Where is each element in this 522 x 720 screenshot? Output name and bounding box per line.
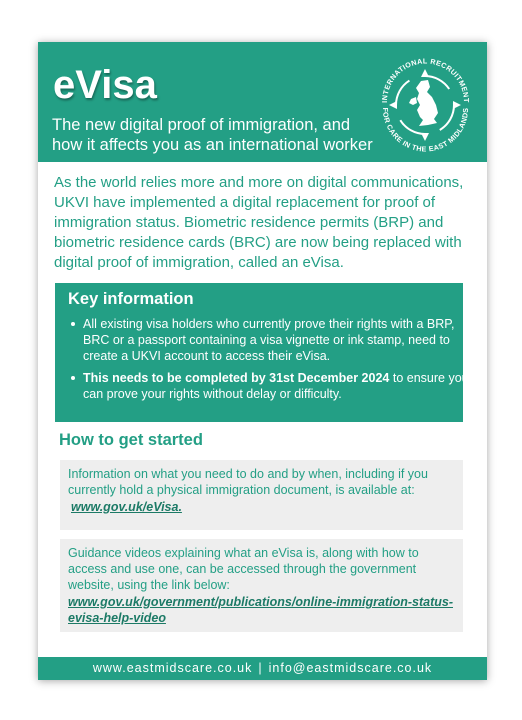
intro-paragraph: As the world relies more and more on digital communications, UKVI have implemented a digital replacement for proof of immigration status. Biometric residence permits (BRP) and biometric residence cards (BRC) are now being replaced with digital proof of immigration, called an eVisa. [54,174,464,271]
deadline-text: This needs to be completed by 31st December 2024 [83,371,390,385]
info-box-guidance-videos [60,539,463,632]
footer-website[interactable]: www.eastmidscare.co.uk [92,661,253,675]
logo-text-bottom: FOR CARE IN THE EAST MIDLANDS [380,107,471,154]
footer-contact-bar [38,657,487,680]
page-subtitle: The new digital proof of immigration, and how it affects you as an international worker [52,116,373,154]
evisa-flyer [38,42,487,680]
page-title: eVisa [53,63,157,107]
key-info-bullet-1: All existing visa holders who currently prove their rights with a BRP, BRC or a passport containing a visa vignette or ink stamp, need to create a UKVI account to access their eVisa. [83,316,473,364]
get-started-heading: How to get started [59,431,203,449]
info-box-evisa-requirements [60,460,463,530]
deadline-rest-text: to ensure you can prove your rights without delay or difficulty. [83,371,469,401]
uk-map-arrows-logo-icon [373,47,478,157]
key-information-heading: Key information [68,290,194,308]
evisa-link[interactable]: www.gov.uk/eVisa. [71,500,182,514]
key-info-bullet-2 [83,370,473,402]
help-video-link[interactable]: www.gov.uk/government/publications/online-immigration-status-evisa-help-video [68,595,453,625]
header-banner [38,42,487,162]
key-information-list [69,316,473,408]
key-information-panel [55,283,469,422]
info-box-2-text: Guidance videos explaining what an eVisa is, along with how to access and use one, can be accessed through the government website, using the link below: [68,546,419,592]
footer-email[interactable]: info@eastmidscare.co.uk [268,661,433,675]
info-box-1-text: Information on what you need to do and by when, including if you currently hold a physical immigration document, is available at: [68,467,428,497]
footer-separator: | [258,661,263,675]
logo-text-top: INTERNATIONAL RECRUITMENT [379,56,472,103]
